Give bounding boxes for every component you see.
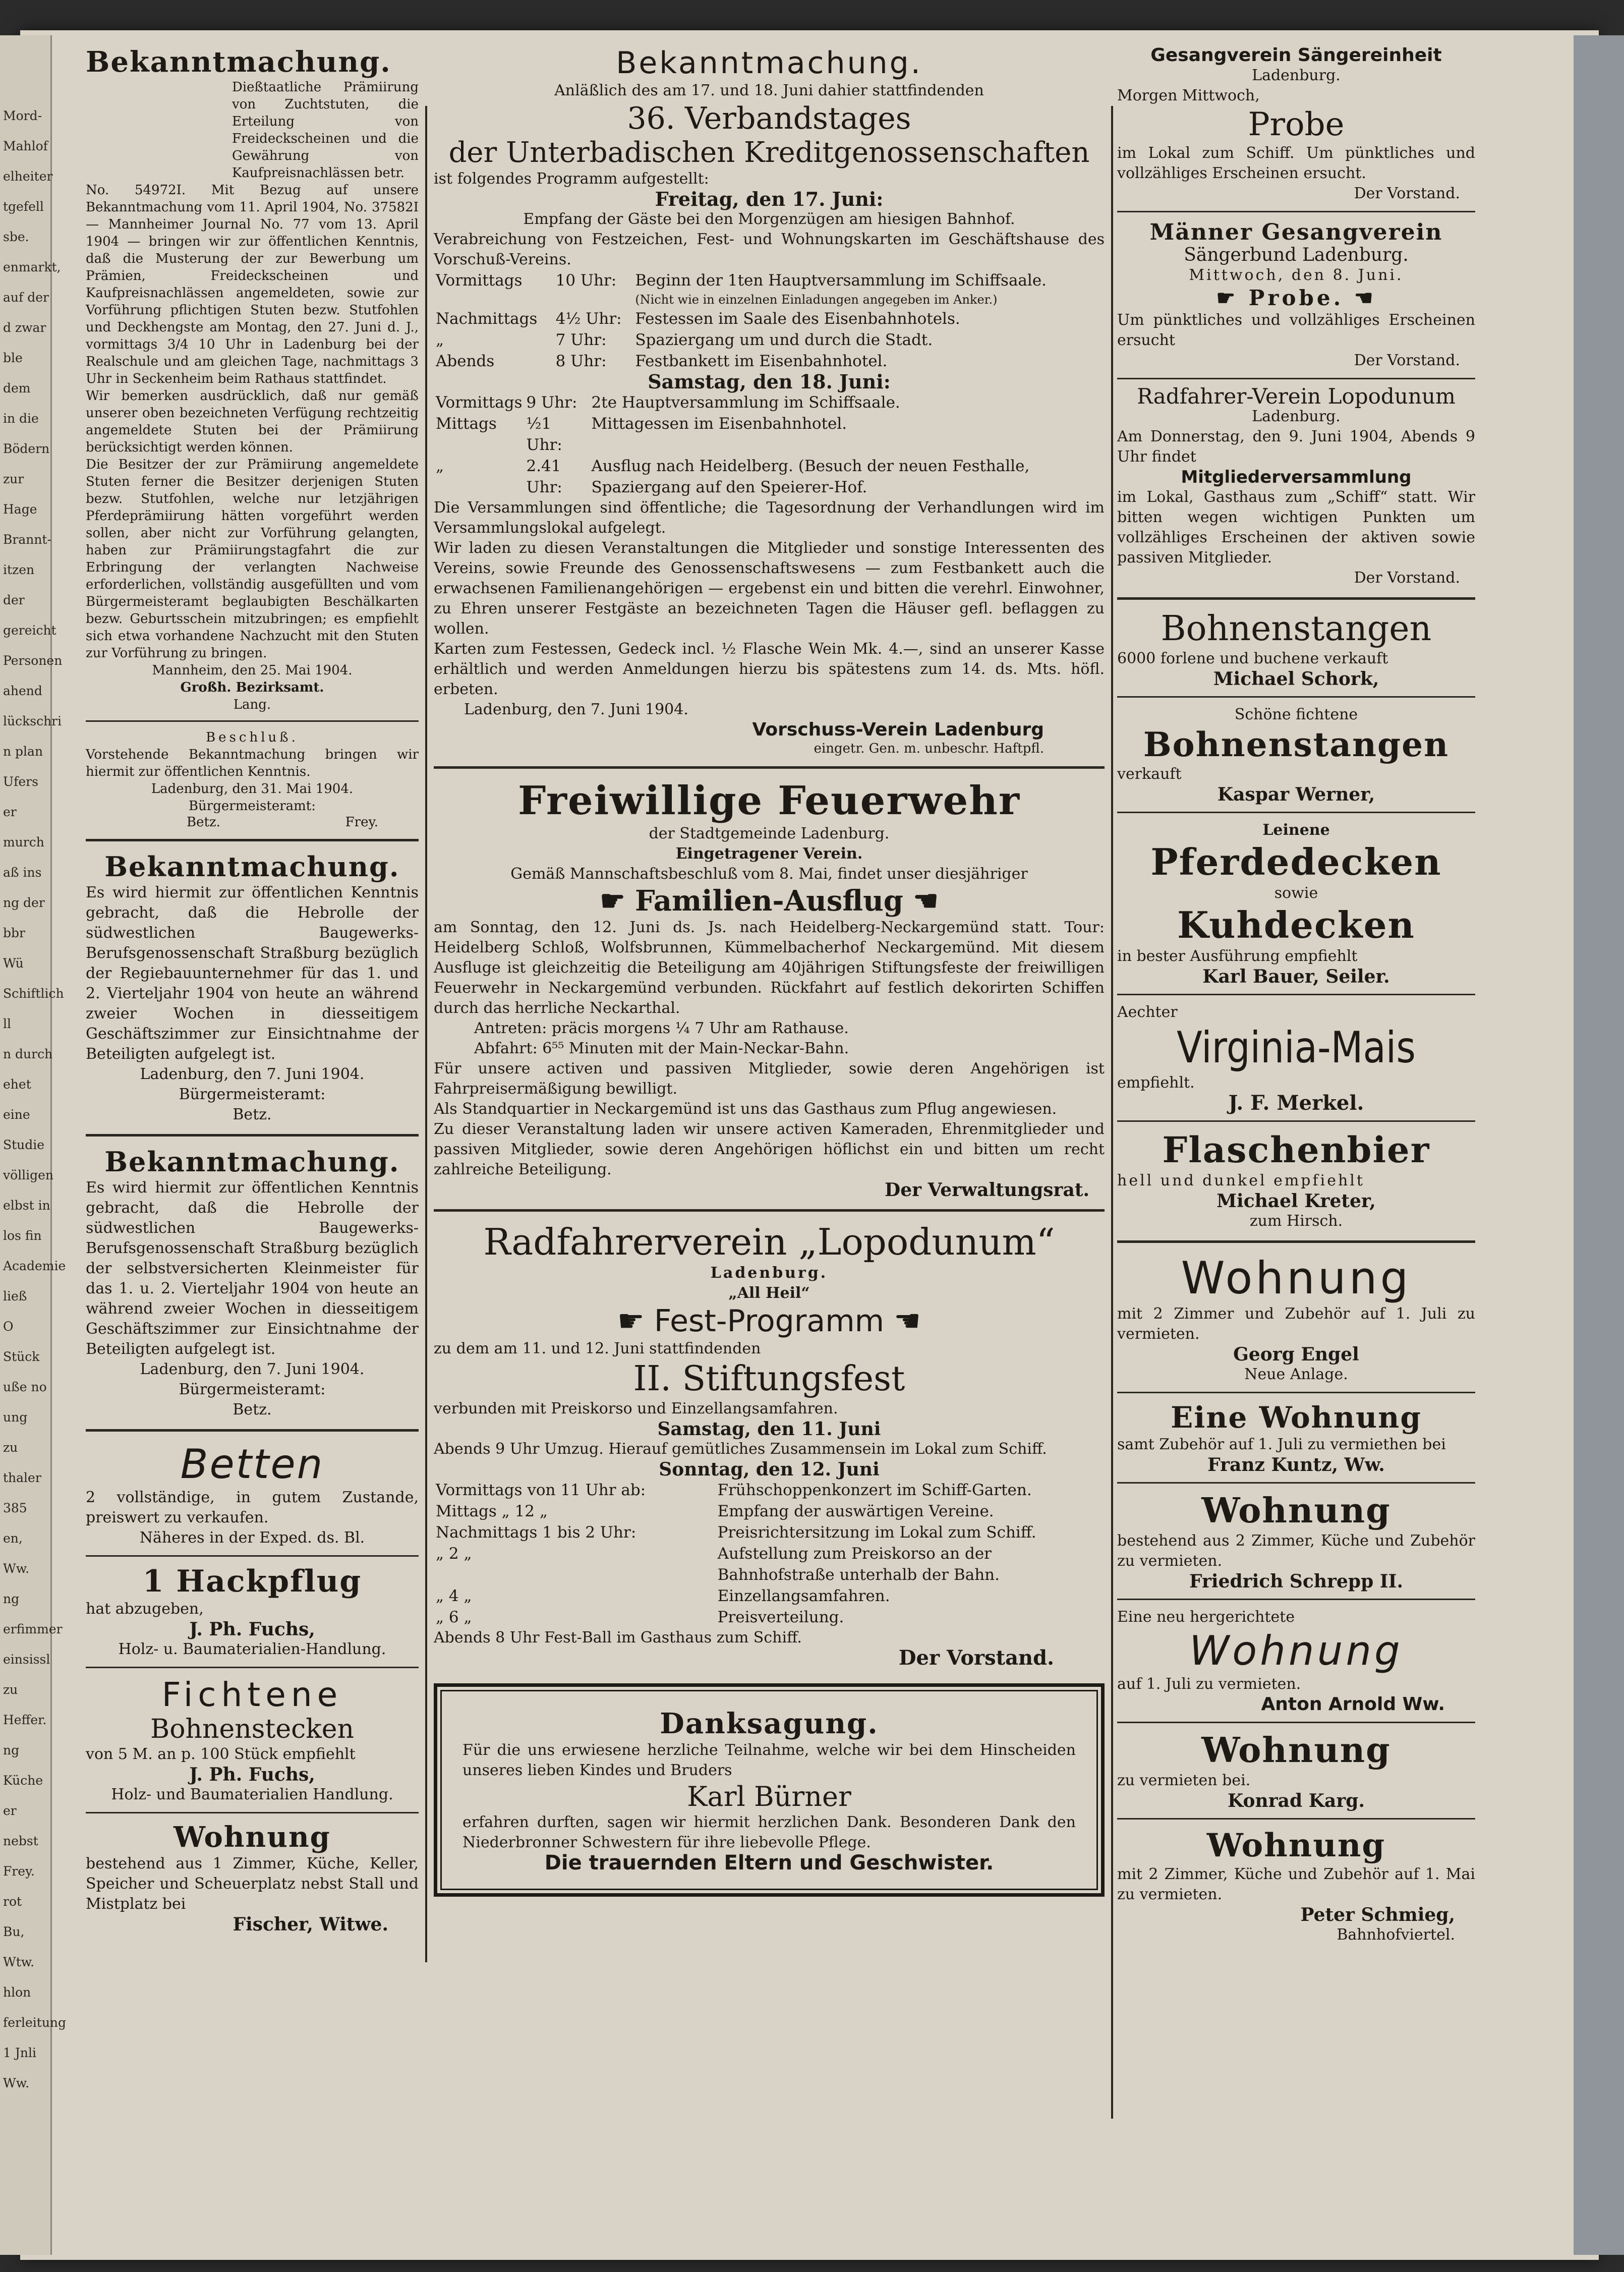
ad-title: Eine Wohnung (1171, 1400, 1422, 1435)
ad-lead: zu dem am 11. und 12. Juni stattfindenden (434, 1340, 761, 1357)
ad-title: Kuhdecken (1177, 903, 1415, 946)
program-cell: 2.41 Uhr: (526, 457, 562, 496)
ad-place: zum Hirsch. (1249, 1212, 1343, 1230)
ad-text: bestehend aus 1 Zimmer, Küche, Keller, Speicher und Scheuerplatz nebst Stall und Mistplatz bei (86, 1855, 419, 1913)
notice-title: Bekanntmachung. (104, 850, 400, 883)
left-fragment-text: enmarkt, (3, 260, 61, 274)
ad-advertiser: Peter Schmieg, (1300, 1904, 1455, 1925)
left-fragment-text: ahend (3, 684, 42, 698)
ad-title: Virginia-Mais (1177, 1023, 1416, 1073)
thanks-title: Danksagung. (660, 1707, 879, 1740)
ad-text: verkauft (1117, 765, 1182, 783)
left-fragment-text: zu (3, 1440, 18, 1455)
left-fragment-text: Bödern (3, 441, 50, 456)
ad-advertiser: Michael Kreter, (1216, 1190, 1376, 1212)
program-day: Sonntag, den 12. Juni (659, 1459, 880, 1480)
divider (1117, 1722, 1475, 1723)
ad-heading: Mitgliederversammlung (1181, 467, 1412, 487)
ad-title: 1 Hackpflug (142, 1564, 362, 1599)
pointing-hand-icon: ☚ (894, 1303, 921, 1339)
ad-lead: verbunden mit Preiskorso und Einzellangsamfahren. (434, 1400, 838, 1417)
program-cell: Vormittags von 11 Uhr ab: (436, 1481, 646, 1499)
ad-text: samt Zubehör auf 1. Juli zu vermiethen bei (1117, 1436, 1446, 1453)
ad-signature: Der Vorstand. (1354, 352, 1460, 369)
ad-text: mit 2 Zimmer, Küche und Zubehör auf 1. Mai zu vermieten. (1117, 1865, 1475, 1903)
program-table (434, 392, 1105, 498)
left-fragment-text: ble dem (3, 351, 31, 395)
ad-lead: Aechter (1117, 1003, 1178, 1021)
program-cell: Mittags „ 12 „ (436, 1502, 548, 1520)
ad-title: Pferdedecken (1150, 840, 1442, 883)
left-fragment-text: tgefell (3, 199, 44, 214)
ad-heading: Probe (1248, 106, 1345, 143)
program-cell: Aufstellung zum Preiskorso an der Bahnhofstraße unterhalb der Bahn. (717, 1545, 1000, 1584)
program-cell: Abends (436, 352, 495, 370)
ad-advertiser: J. Ph. Fuchs, (189, 1764, 315, 1785)
ad-title: Freiwillige Feuerwehr (517, 778, 1021, 824)
ad-title: Bohnenstangen (1143, 725, 1449, 764)
left-fragment-text: Heffer. (3, 1713, 47, 1727)
divider (1117, 1120, 1475, 1122)
notice-lead: Dießtaatliche Prämiirung von Zuchtstuten, die Erteilung von Freideckscheinen und die Gewährung von Kaufpreisnachlässen betr. (232, 80, 419, 181)
notice-office: Großh. Bezirksamt. (180, 680, 324, 695)
left-fragment-text: ung (3, 1410, 28, 1425)
ad-text: Um pünktliches und vollzähliges Erscheinen ersucht (1117, 311, 1475, 349)
column-3 (1117, 45, 1475, 1945)
pointing-hand-icon: ☛ (1216, 286, 1239, 310)
ad-text: hat abzugeben, (86, 1600, 204, 1618)
program-cell: Mittagessen im Eisenbahnhotel. (591, 415, 847, 433)
notice-date: Ladenburg, den 7. Juni 1904. (464, 701, 688, 718)
ad-advertiser: Friedrich Schrepp II. (1189, 1571, 1403, 1592)
column-1 (86, 45, 419, 1935)
notice-office: Bürgermeisteramt: (188, 799, 316, 814)
ad-subtitle: Bohnenstecken (150, 1714, 354, 1744)
left-fragment-text: völligen (3, 1168, 54, 1182)
divider (1117, 994, 1475, 995)
program-text: Empfang der Gäste bei den Morgenzügen am hiesigen Bahnhof. (523, 210, 1015, 228)
divider (1117, 1482, 1475, 1484)
program-cell: Frühschoppenkonzert im Schiff-Garten. (717, 1481, 1032, 1499)
program-cell: Vormittags (436, 393, 523, 412)
notice-place-date: Mannheim, den 25. Mai 1904. (152, 663, 353, 678)
left-fragment-text: Personen (3, 653, 63, 668)
ad-advertiser: Fischer, Witwe. (233, 1914, 388, 1935)
left-fragment-text: Ww. (3, 1561, 30, 1576)
ad-time: Antreten: präcis morgens ¼ 7 Uhr am Rathause. (474, 1019, 849, 1037)
program-cell: 9 Uhr: (526, 393, 577, 412)
ad-advertiser: J. F. Merkel. (1228, 1091, 1364, 1115)
ad-trade: Holz- u. Baumaterialien-Handlung. (118, 1640, 386, 1658)
ad-title: Gesangverein Sängereinheit (1150, 45, 1442, 66)
ad-title: Wohnung (1201, 1491, 1391, 1531)
thanks-text: erfahren durften, sagen wir hiermit herzlichen Dank. Besonderen Dank den Niederbronner Schwestern für ihre liebevolle Pflege. (462, 1813, 1076, 1851)
ad-advertiser: Georg Engel (1233, 1344, 1359, 1365)
program-cell (554, 291, 633, 308)
divider (1117, 211, 1475, 212)
ad-text: Mittwoch, den 8. Juni. (1189, 266, 1404, 284)
notice-date: Ladenburg, den 7. Juni 1904. (140, 1065, 365, 1083)
ad-paragraph: Als Standquartier in Neckargemünd ist uns das Gasthaus zum Pflug angewiesen. (434, 1100, 1057, 1118)
ad-signature: Der Vorstand. (1354, 569, 1460, 587)
ad-note: Näheres in der Exped. ds. Bl. (139, 1529, 365, 1547)
ad-title: Betten (180, 1441, 324, 1488)
left-fragment-text: Wü (3, 956, 24, 971)
left-fragment-text: ng (3, 1743, 20, 1757)
ad-text: von 5 M. an p. 100 Stück empfiehlt (86, 1745, 356, 1763)
notice-heading: 36. Verbandstages (627, 101, 911, 136)
notice-signature: Betz. (187, 815, 220, 830)
ad-advertiser: Anton Arnold Ww. (1261, 1694, 1445, 1715)
left-fragment-text: thaler (3, 1470, 41, 1485)
left-fragment-text: er murch (3, 805, 44, 849)
program-day: Samstag, den 18. Juni: (648, 370, 891, 393)
program-cell: (Nicht wie in einzelnen Einladungen angegeben im Anker.) (635, 293, 998, 307)
program-cell: Spaziergang um und durch die Stadt. (635, 331, 933, 349)
left-fragment-text: Schiftlich (3, 986, 64, 1001)
left-fragment-text: bbr (3, 926, 25, 940)
left-fragment-text: ng (3, 1592, 20, 1606)
notice-signature: Betz. (233, 1106, 272, 1123)
ad-title: Fichtene (161, 1675, 343, 1714)
divider (86, 1667, 419, 1668)
divider (1117, 1818, 1475, 1820)
program-cell: Nachmittags 1 bis 2 Uhr: (436, 1523, 636, 1542)
ad-place: Ladenburg. (1252, 67, 1341, 84)
ad-advertiser: J. Ph. Fuchs, (189, 1619, 315, 1640)
ad-title: Wohnung (1201, 1730, 1391, 1771)
left-fragment-text: zu (3, 1682, 18, 1697)
left-fragment-text: Ufers (3, 774, 38, 789)
program-table (434, 1480, 1105, 1628)
notice-paragraph: Vorstehende Bekanntmachung bringen wir hiermit zur öffentlichen Kenntnis. (86, 747, 419, 779)
ad-place: Bahnhofviertel. (1337, 1926, 1455, 1944)
left-fragment-text: lückschri (3, 714, 62, 728)
program-cell: Einzellangsamfahren. (717, 1587, 890, 1605)
ad-lead: Gemäß Mannschaftsbeschluß vom 8. Mai, findet unser diesjähriger (510, 865, 1028, 883)
ad-title: Wohnung (1206, 1827, 1386, 1864)
left-fragment-text: auf der (3, 290, 49, 305)
notice-signature-sub: eingetr. Gen. m. unbeschr. Haftpfl. (814, 741, 1044, 756)
notice-office: Bürgermeisteramt: (179, 1086, 326, 1103)
divider (434, 1209, 1105, 1212)
column-2 (434, 45, 1105, 1897)
thanks-signature: Die trauernden Eltern und Geschwister. (544, 1851, 994, 1875)
left-fragment-text: 1 Jnli (3, 2046, 36, 2060)
program-cell: Festbankett im Eisenbahnhotel. (635, 352, 888, 370)
ad-signature: Der Vorstand. (898, 1646, 1054, 1670)
program-cell: Nachmittags (436, 310, 538, 328)
pointing-hand-icon: ☛ (600, 884, 625, 918)
program-cell: „ 2 „ (436, 1545, 472, 1563)
ad-text: hell und dunkel empfiehlt (1117, 1172, 1365, 1189)
ad-trade: Holz- und Baumaterialien Handlung. (111, 1786, 393, 1803)
left-fragment-text: einsissl (3, 1652, 50, 1667)
program-cell: 7 Uhr: (555, 331, 607, 349)
ad-text: empfiehlt. (1117, 1074, 1195, 1092)
ad-signature: Der Verwaltungsrat. (885, 1179, 1089, 1201)
ad-title: Männer Gesangverein (1149, 219, 1443, 245)
notice-date: Ladenburg, den 7. Juni 1904. (140, 1360, 365, 1378)
program-day: Freitag, den 17. Juni: (655, 188, 884, 210)
ad-signature: Der Vorstand. (1354, 185, 1460, 202)
left-fragment-text: Küche (3, 1773, 43, 1788)
divider (86, 720, 419, 722)
notice-title: Bekanntmachung. (104, 1146, 400, 1178)
notice-signature: Lang. (233, 697, 271, 712)
notice-paragraph: Karten zum Festessen, Gedeck incl. ½ Flasche Wein Mk. 4.—, sind an unserer Kasse erhältlich und werden Anmeldungen hierzu bis spätestens zum 14. ds. Mts. höfl. erbeten. (434, 640, 1105, 698)
ad-place: Ladenburg. (1252, 408, 1341, 425)
ad-heading-text: Probe. (1248, 286, 1344, 310)
ad-text: auf 1. Juli zu vermieten. (1117, 1675, 1301, 1693)
left-fragment-text: ehet eine (3, 1077, 31, 1122)
ad-advertiser: Konrad Karg. (1228, 1790, 1365, 1811)
ad-text: 6000 forlene und buchene verkauft (1117, 650, 1388, 667)
program-table (434, 270, 1105, 372)
divider (86, 1134, 419, 1137)
notice-heading: der Unterbadischen Kreditgenossenschaften (448, 136, 1090, 169)
left-fragment-text: itzen der (3, 562, 35, 607)
left-fragment-text: O Stück (3, 1319, 40, 1364)
notice-date: Ladenburg, den 31. Mai 1904. (151, 781, 354, 797)
notice-signature: Frey. (345, 815, 378, 830)
left-fragment-text: Brannt- (3, 532, 51, 547)
program-text: Abends 8 Uhr Fest-Ball im Gasthaus zum Schiff. (434, 1629, 802, 1646)
ad-heading (434, 1303, 1105, 1339)
ad-text: Am Donnerstag, den 9. Juni 1904, Abends 9 Uhr findet (1117, 428, 1475, 466)
divider (1117, 597, 1475, 600)
left-fragment-text: hlon (3, 1985, 31, 2000)
program-text: Abends 9 Uhr Umzug. Hierauf gemütliches Zusammensein im Lokal zum Schiff. (434, 1440, 1047, 1458)
program-cell: 10 Uhr: (555, 271, 617, 290)
ad-subtitle: der Stadtgemeinde Ladenburg. (649, 825, 890, 842)
left-fragment-text: zur Hage (3, 472, 37, 517)
ad-title: Wohnung (1189, 1627, 1403, 1674)
left-fragment-text: d zwar (3, 320, 46, 335)
program-cell: 8 Uhr: (555, 352, 607, 370)
left-fragment-text: Mahlof (3, 139, 48, 153)
program-cell: Preisverteilung. (717, 1608, 844, 1626)
left-fragment-text: erfimmer (3, 1622, 63, 1636)
notice-paragraph: Es wird hiermit zur öffentlichen Kenntnis gebracht, daß die Hebrolle der südwestlichen Baugewerks-Berufsgenossenschaft Straßburg bezüglich der Regiebauunternehmer für das 1. und 2. Vierteljahr 1904 von heute an während zweier Wochen in diesseitigem Geschäftszimmer zur Einsichtnahme der Beteiligten aufgelegt ist. (86, 884, 419, 1063)
left-fragment-text: ng der (3, 895, 45, 910)
ad-text: sowie (1274, 884, 1318, 902)
program-cell: „ 6 „ (436, 1608, 472, 1626)
left-fragment-text: uße no (3, 1380, 47, 1394)
ad-text: im Lokal zum Schiff. Um pünktliches und vollzähliges Erscheinen ersucht. (1117, 144, 1475, 182)
ad-heading (434, 884, 1105, 918)
divider (434, 766, 1105, 769)
ad-title: Wohnung (1181, 1252, 1412, 1304)
program-cell: „ 4 „ (436, 1587, 472, 1605)
notice-heading: Beschluß. (206, 730, 299, 745)
left-fragment-text: n durch (3, 1047, 53, 1061)
ad-subtitle: Eingetragener Verein. (675, 845, 863, 863)
program-cell: „ (436, 331, 444, 349)
divider (86, 839, 419, 841)
divider (86, 1555, 419, 1557)
left-fragment-text: Frey. (3, 1864, 35, 1879)
ad-title: Flaschenbier (1162, 1129, 1430, 1171)
left-fragment-text: Ww. (3, 2076, 30, 2090)
ad-paragraph: Für unsere activen und passiven Mitglieder, sowie deren Angehörigen ist Fahrpreisermäßigung bewilligt. (434, 1060, 1105, 1098)
left-fragment-text: los fin (3, 1228, 42, 1243)
divider (1117, 696, 1475, 698)
ad-title: Radfahrer-Verein Lopodunum (1137, 384, 1456, 409)
ad-title: Bohnenstangen (1161, 609, 1432, 649)
ad-advertiser: Karl Bauer, Seiler. (1202, 966, 1390, 987)
ad-advertiser: Franz Kuntz, Ww. (1207, 1454, 1385, 1475)
notice-title: Bekanntmachung. (616, 45, 922, 81)
divider (1117, 378, 1475, 379)
notice-paragraph: No. 54972I. Mit Bezug auf unsere Bekanntmachung vom 11. April 1904, No. 37582I — Mannheimer Journal No. 77 vom 13. April 1904 — bringen wir zur öffentlichen Kenntnis, daß die Musterung der zur Bewerbung um Prämien, Freideckscheinen und Kaufpreisnachlässen angemeldeten, sowie zur Vorführung pflichtigen Stuten bezw. Stutfohlen und Deckhengste am Montag, den 27. Juni d. J., vormittags 3/4 10 Uhr in Ladenburg bei der Realschule und am gleichen Tage, nachmittags 3 Uhr in Seckenheim beim Rathaus stattfindet. (86, 183, 419, 386)
divider (1117, 1599, 1475, 1600)
notice-lead: Anläßlich des am 17. und 18. Juni dahier stattfindenden (554, 82, 984, 99)
program-cell: Ausflug nach Heidelberg. (Besuch der neuen Festhalle, Spaziergang auf den Speierer-Hof. (591, 457, 1030, 496)
program-cell: 2te Hauptversammlung im Schiffsaale. (591, 393, 900, 412)
notice-signature: Betz. (233, 1401, 272, 1418)
thanks-text: Für die uns erwiesene herzliche Teilnahme, welche wir bei dem Hinscheiden unseres lieben Kindes und Bruders (462, 1741, 1076, 1779)
program-text: Verabreichung von Festzeichen, Fest- und Wohnungskarten im Geschäftshause des Vorschuß-Vereins. (434, 231, 1105, 268)
program-cell: Mittags (436, 415, 497, 433)
ad-lead: Schöne fichtene (1234, 706, 1358, 723)
program-cell: Empfang der auswärtigen Vereine. (717, 1502, 994, 1520)
thanks-name: Karl Bürner (687, 1781, 851, 1812)
ad-heading (1117, 286, 1475, 310)
left-fragment-text: Bu, (3, 1924, 25, 1939)
divider (86, 1429, 419, 1432)
left-page-fragment (0, 35, 67, 2255)
program-cell: Vormittags (436, 271, 523, 290)
ad-title: Radfahrerverein „Lopodunum“ (483, 1221, 1055, 1263)
left-fragment-text: elbst in (3, 1198, 50, 1213)
ad-title: Wohnung (173, 1821, 331, 1854)
left-fragment-text: aß ins (3, 865, 42, 880)
left-fragment-text: gereicht (3, 623, 56, 638)
program-cell: 4½ Uhr: (555, 310, 622, 328)
ad-heading: II. Stiftungsfest (633, 1359, 905, 1399)
left-fragment-text: Studie (3, 1138, 45, 1152)
left-fragment-text: rot (3, 1894, 22, 1909)
notice-office: Bürgermeisteramt: (179, 1381, 326, 1398)
divider (1117, 812, 1475, 813)
ad-paragraph: am Sonntag, den 12. Juni ds. Js. nach Heidelberg-Neckargemünd statt. Tour: Heidelberg Schloß, Wolfsbrunnen, Kümmelbacherhof Neckargemünd. Mit diesem Ausfluge ist gleichzeitig die Beteiligung am 40jährigen Stiftungsfeste der freiwilligen Feuerwehr in Neckargemünd verbunden. Rückfahrt auf festlich dekorirten Schiffen durch das herrliche Neckarthal. (434, 919, 1105, 1017)
left-fragment-text: 385 (3, 1501, 27, 1515)
thanks-box (434, 1683, 1105, 1897)
ad-text: zu vermieten bei. (1117, 1772, 1251, 1789)
program-cell: ½1 Uhr: (526, 415, 562, 454)
ad-text: bestehend aus 2 Zimmer, Küche und Zubehör zu vermieten. (1117, 1532, 1475, 1570)
left-fragment-text: Mord- (3, 108, 42, 123)
pointing-hand-icon: ☚ (913, 884, 939, 918)
ad-subtitle: Sängerbund Ladenburg. (1184, 245, 1409, 265)
divider (86, 1812, 419, 1813)
left-fragment-text: elheiter (3, 169, 53, 184)
ad-text: mit 2 Zimmer und Zubehör auf 1. Juli zu vermieten. (1117, 1305, 1475, 1343)
program-cell: Preisrichtersitzung im Lokal zum Schiff. (717, 1523, 1036, 1542)
notice-title: Bekanntmachung. (86, 45, 391, 79)
program-cell (434, 291, 554, 308)
program-cell: Festessen im Saale des Eisenbahnhotels. (635, 310, 960, 328)
left-fragment-text: ll (3, 1016, 11, 1031)
notice-paragraph: Wir bemerken ausdrücklich, daß nur gemäß unserer oben bezeichneten Verfügung rechtzeitig angemeldete Stuten bei der Prämiirung berücksichtigt werden können. (86, 388, 419, 455)
divider (1117, 1240, 1475, 1243)
notice-signature: Vorschuss-Verein Ladenburg (752, 719, 1044, 740)
notice-paragraph: Die Besitzer der zur Prämiirung angemeldete Stuten ferner die Besitzer derjenigen Stuten bezw. Stutfohlen, welche nur letzjährigen Pferdeprämiirung hätten vorgeführt werden sollen, aber nicht zur Vorführung gelangten, haben zur Prämiirungstagfahrt die zur Erbringung der verlangten Nachweise erforderlichen, vollständig ausgefüllten und vom Bürgermeisteramt beglaubigten Beschälkarten bezw. Geburtsschein mitzubringen; es empfiehlt sich etwa vorhandene Nachzucht mit den Stuten zur Vorführung zu bringen. (86, 457, 419, 661)
program-cell: „ (436, 457, 444, 475)
left-fragment-text: er nebst (3, 1803, 38, 1848)
ad-text: 2 vollständige, in gutem Zustande, preiswert zu verkaufen. (86, 1489, 419, 1526)
ad-text: im Lokal, Gasthaus zum „Schiff“ statt. Wir bitten wegen wichtigen Punkten um vollzähliges Erscheinen der aktiven sowie passiven Mitglieder. (1117, 488, 1475, 566)
left-fragment-text: in die (3, 411, 39, 426)
left-fragment-text: n plan (3, 744, 43, 759)
ad-lead: Leinene (1262, 821, 1330, 839)
pointing-hand-icon: ☚ (1354, 286, 1376, 310)
ad-time: Abfahrt: 6⁵⁵ Minuten mit der Main-Neckar-Bahn. (474, 1040, 849, 1057)
binding-edge (1574, 35, 1624, 2255)
pointing-hand-icon: ☛ (617, 1303, 645, 1339)
divider (1117, 1392, 1475, 1393)
ad-paragraph: Zu dieser Veranstaltung laden wir unsere activen Kameraden, Ehrenmitglieder und passiven Mitglieder, sowie deren Angehörigen höflichst ein und bitten um recht zahlreiche Beteiligung. (434, 1120, 1105, 1178)
notice-paragraph: Die Versammlungen sind öffentliche; die Tagesordnung der Verhandlungen wird im Versammlungslokal aufgelegt. (434, 499, 1105, 537)
program-cell: Beginn der 1ten Hauptversammlung im Schiffsaale. (635, 271, 1047, 290)
left-fragment-text: Wtw. (3, 1955, 35, 1969)
ad-place: Neue Anlage. (1244, 1366, 1348, 1383)
ad-advertiser: Kaspar Werner, (1217, 784, 1375, 805)
left-fragment-text: ferleitung (3, 2015, 67, 2030)
column-rule-2 (1111, 106, 1113, 2119)
program-day: Samstag, den 11. Juni (657, 1418, 881, 1440)
ad-lead: Eine neu hergerichtete (1117, 1608, 1295, 1626)
notice-paragraph: Wir laden zu diesen Veranstaltungen die Mitglieder und sonstige Interessenten des Vereins, sowie Freunde des Genossenschaftswesens — zum Festbankett auch die erwachsenen Familienangehörigen — ergebenst ein und bitten die verehrl. Einwohner, zu Ehren unserer Festgäste an bezeichneten Tagen die Häuser gefl. beflaggen zu wollen. (434, 539, 1105, 638)
left-fragment-text: ließ (3, 1289, 27, 1303)
column-rule-1 (425, 106, 427, 1962)
ad-text: in bester Ausführung empfiehlt (1117, 947, 1358, 965)
ad-subtitle: Ladenburg. (710, 1264, 828, 1282)
ad-heading-text: Familien-Ausflug (635, 884, 903, 918)
ad-advertiser: Michael Schork, (1213, 668, 1379, 690)
ad-motto: „All Heil“ (728, 1284, 810, 1302)
ad-heading-text: Fest-Programm (654, 1303, 885, 1339)
notice-paragraph: Es wird hiermit zur öffentlichen Kenntnis gebracht, daß die Hebrolle der südwestlichen Baugewerks-Berufsgenossenschaft Straßburg bezüglich der selbstversicherten Kleinmeister für das 1. u. 2. Vierteljahr 1904 von heute an während zweier Wochen in diesseitigem Geschäftszimmer zur Einsichtnahme der Beteiligten aufgelegt ist. (86, 1179, 419, 1358)
left-fragment-text: Academie (3, 1259, 66, 1273)
notice-text: ist folgendes Programm aufgestellt: (434, 170, 709, 188)
ad-text: Morgen Mittwoch, (1117, 87, 1260, 104)
left-fragment-text: en, (3, 1531, 23, 1546)
left-fragment-text: sbe. (3, 230, 29, 244)
